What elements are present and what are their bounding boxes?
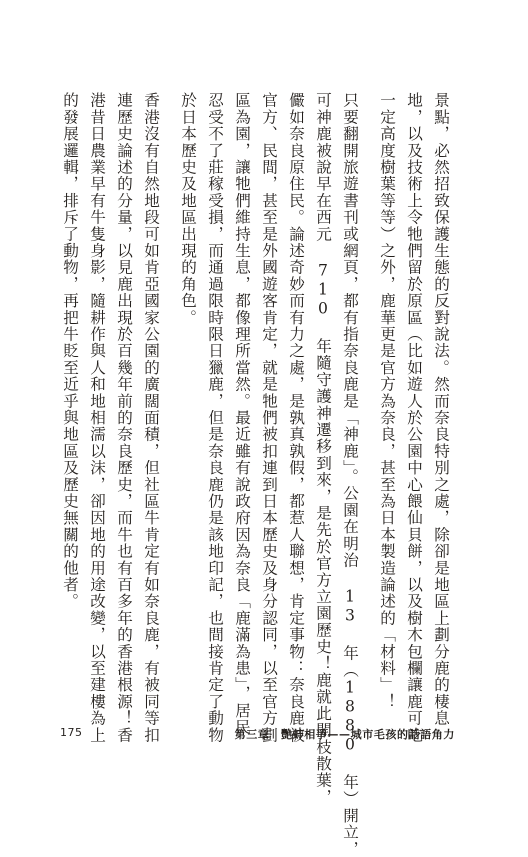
text-column: 香港沒有自然地段可如肯亞國家公園的廣闊面積，但社區牛肯定有如奈良鹿，有被同等扣 [142,92,160,744]
text-column: 於日本歷史及地區出現的角色。 [179,92,197,326]
chapter-running-header: 第三章 艷蚌相爭——城市毛孩的話語角力 [234,728,455,741]
text-column: 忍受不了莊稼受損，而通過限時限日獵鹿，但是奈良鹿仍是該地印記，也間接肯定了動物 [206,92,224,744]
text-column: 可神鹿被說早在西元 710 年隨守護神遷移到來，是先於官方立園歷史！鹿就此開枝散葉， [314,92,332,806]
text-column: 儼如奈良原住民。論述奇妙而有力之處，是孰真孰假，都惹人聯想，肯定事物：奈良鹿被 [287,92,305,744]
paragraph-hong-kong-cattle [56,92,164,743]
text-column: 只要翻開旅遊書刊或網頁，都有指奈良鹿是「神鹿」。公園在明治 13 年（1880 年）開立， [341,92,359,857]
page-footer [0,726,528,746]
text-column: 地，以及技術上令牠們留於原區（比如遊人於公園中心餵仙貝餅，以及樹木包欄讓鹿可吃 [405,92,423,744]
text-column: 區為園，讓牠們維持生息，都像理所當然。最近雖有說政府因為奈良「鹿滿為患」，居民 [233,92,251,736]
paragraph-nara-deer-discourse [373,92,454,743]
text-column: 官方、民間，甚至是外國遊客肯定，就是牠們被扣連到日本歷史及身分認同，以至官方劃 [260,92,278,744]
text-column: 一定高度樹葉等等）之外，鹿華更是官方為奈良，甚至為日本製造論述的「材料」！ [378,92,396,710]
text-column: 的發展邏輯，排斥了動物，再把牛貶至近乎與地區及歷史無關的他者。 [61,92,79,610]
page-number: 175 [60,726,83,739]
text-column: 港昔日農業早有牛隻身影，隨耕作與人和地相濡以沫，卻因地的用途改變，以至建樓為上 [88,92,106,744]
text-column: 景點，必然招致保護生態的反對說法。然而奈良特別之處，除卻是地區上劃分鹿的棲息 [432,92,450,727]
text-column: 連歷史論述的分量，以見鹿出現於百幾年前的奈良歷史，而牛也有百多年的香港根源！香 [115,92,133,744]
